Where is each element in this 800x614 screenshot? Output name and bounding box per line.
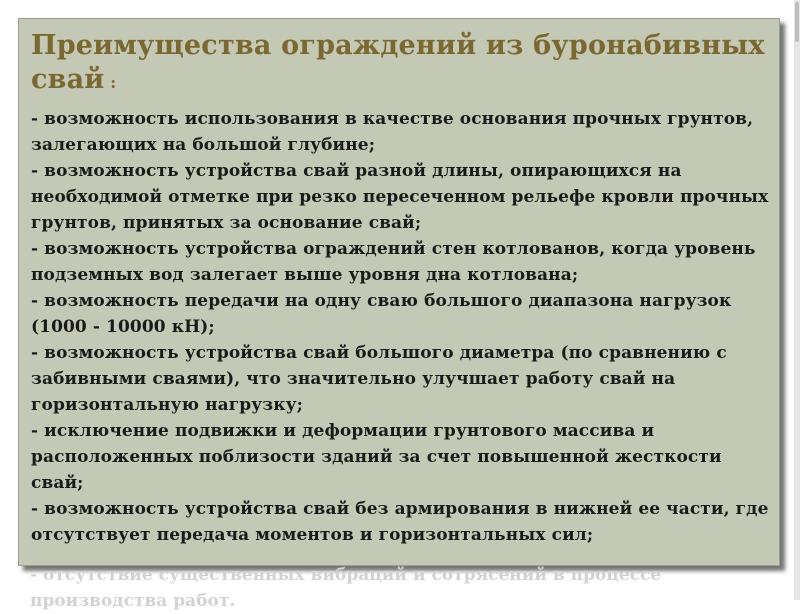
scrollbar-thumb[interactable] [795,2,799,42]
content-box [18,18,780,566]
advantage-item-4: - возможность передачи на одну сваю большого диапазона нагрузок (1000 - 10000 кН); [31,291,732,337]
slide-title-text: Преимущества ограждений из буронабивных свай [31,30,765,95]
advantage-item-2: - возможность устройства свай разной длины, опирающихся на необходимой отметке при резко пересеченном рельефе кровли прочных грунтов, принятых за основание свай; [31,161,769,233]
advantage-item-5: - возможность устройства свай большого диаметра (по сравнению с забивными сваями), что значительно улучшает работу свай на горизонтальную нагрузку; [31,343,727,415]
slide-title-colon: : [104,73,117,92]
slide-title [31,29,769,100]
advantage-item-1: - возможность использования в качестве основания прочных грунтов, залегающих на большой глубине; [31,109,754,155]
overflow-advantage-item: - отсутствие существенных вибраций и сотрясений в процессе производства работ. [30,565,662,611]
scrollbar[interactable] [794,0,800,600]
advantage-item-6: - исключение подвижки и деформации грунтового массива и расположенных поблизости зданий за счет повышенной жесткости свай; [31,421,722,493]
advantage-item-3: - возможность устройства ограждений стен котлованов, когда уровень подземных вод залегает выше уровня дна котлована; [31,239,756,285]
advantage-item-7: - возможность устройства свай без армирования в нижней ее части, где отсутствует передача моментов и горизонтальных сил; [31,499,769,545]
